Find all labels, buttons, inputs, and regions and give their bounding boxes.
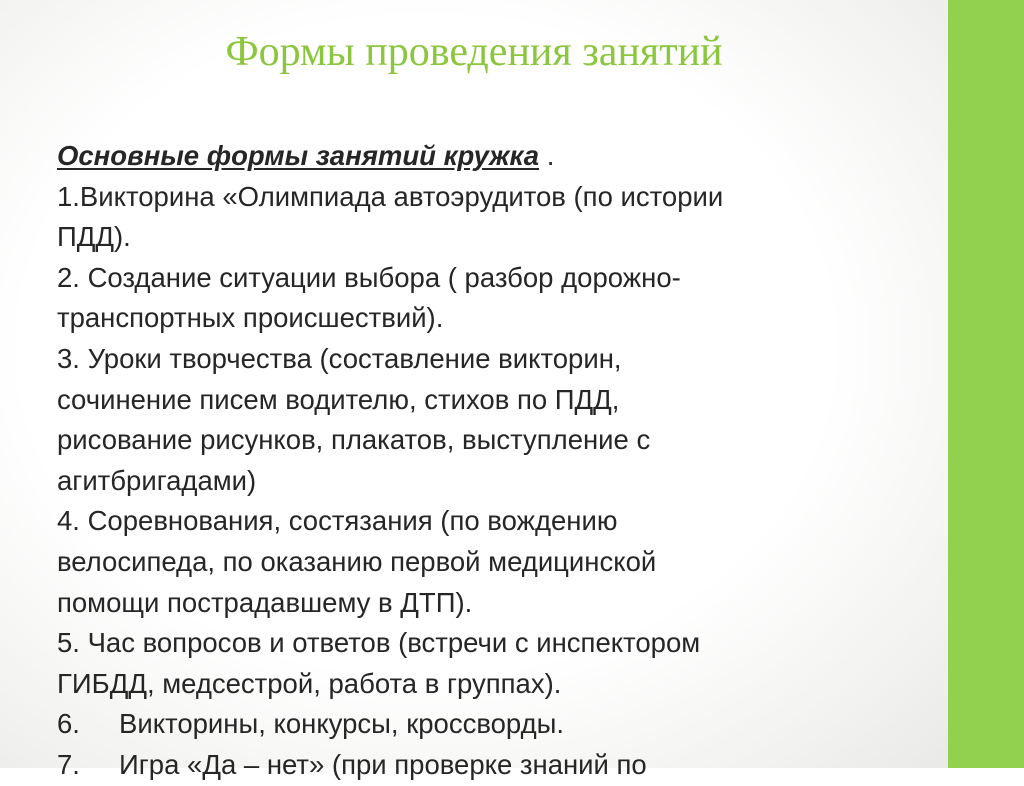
body-line: рисование рисунков, плакатов, выступление с: [57, 424, 651, 456]
body-line: транспортных происшествий).: [57, 302, 444, 334]
body-line: помощи пострадавшему в ДТП).: [57, 586, 473, 618]
subheading-suffix: .: [539, 140, 555, 171]
list-item-text: Викторины, конкурсы, кроссворды.: [119, 708, 565, 740]
list-item-number: 6.: [57, 708, 80, 740]
slide-title: Формы проведения занятий: [225, 29, 723, 75]
body-line: 4. Соревнования, состязания (по вождению: [57, 505, 618, 537]
body-line: ГИБДД, медсестрой, работа в группах).: [57, 667, 562, 699]
list-item-6: [57, 704, 917, 745]
body-line: 3. Уроки творчества (составление викторин,: [57, 342, 622, 374]
subheading-line: [57, 136, 917, 177]
list-item-text: Игра «Да – нет» (при проверке знаний по: [119, 748, 647, 780]
accent-bar: [948, 0, 1024, 768]
slide-body: [57, 136, 917, 786]
body-line: агитбригадами): [57, 464, 257, 496]
body-line: 2. Создание ситуации выбора ( разбор дорожно-: [57, 261, 681, 293]
list-item-7: [57, 745, 917, 786]
body-line: сочинение писем водителю, стихов по ПДД,: [57, 383, 620, 415]
body-line: ПДД).: [57, 221, 131, 253]
body-line: велосипеда, по оказанию первой медицинской: [57, 545, 657, 577]
body-line: 5. Час вопросов и ответов (встречи с инспектором: [57, 627, 701, 659]
list-item-number: 7.: [57, 748, 80, 780]
subheading: Основные формы занятий кружка: [57, 140, 540, 171]
body-line: 1.Викторина «Олимпиада автоэрудитов (по истории: [57, 180, 724, 212]
